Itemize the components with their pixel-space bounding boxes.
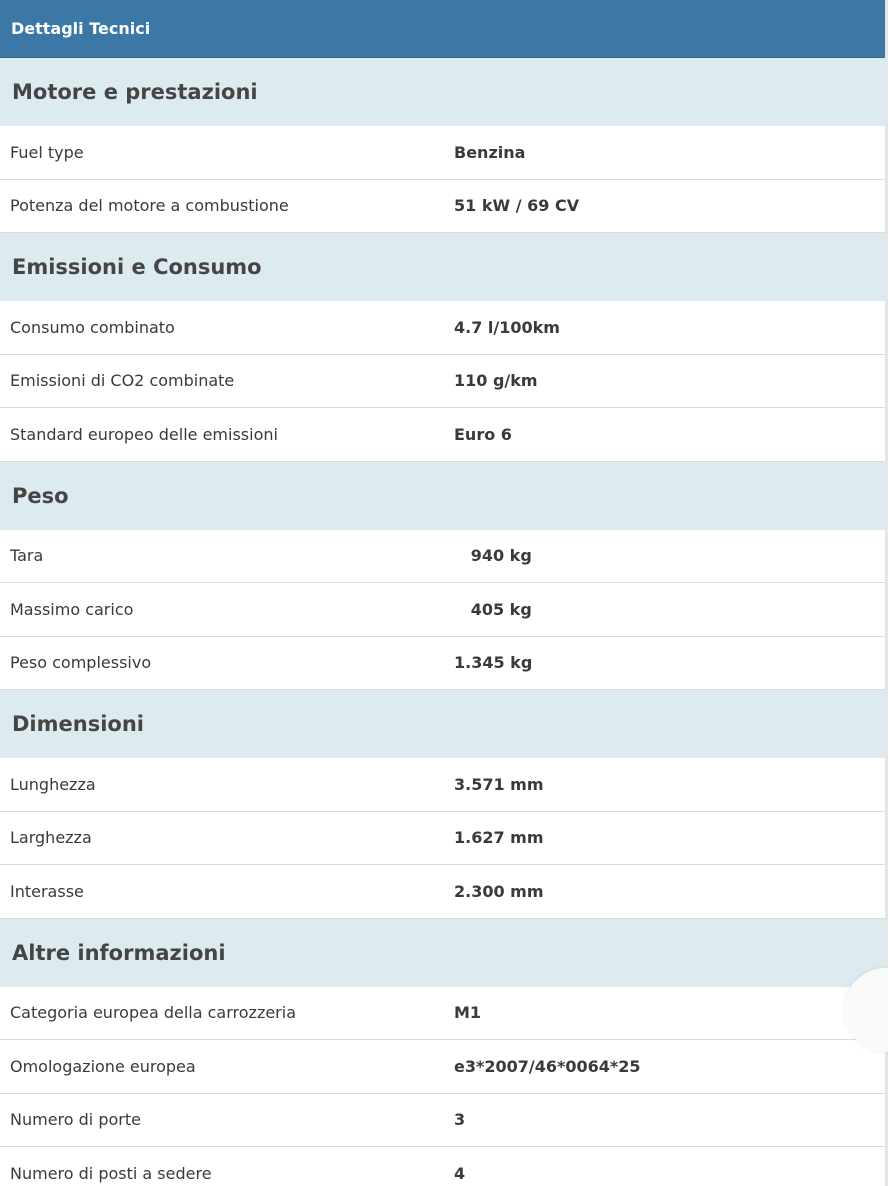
spec-row-co2 [0,355,888,409]
spec-row-consumo [0,301,888,355]
section-title-label: Emissioni e Consumo [12,255,262,279]
spec-label: Larghezza [10,828,92,848]
spec-label: Lunghezza [10,774,96,794]
section-title-dimensioni [0,690,888,758]
spec-label: Massimo carico [10,599,134,619]
spec-row-lunghezza [0,758,888,812]
spec-row-numero-porte [0,1094,888,1148]
spec-label: Interasse [10,881,84,901]
section-title-altre-informazioni [0,919,888,987]
spec-value: Euro 6 [454,424,512,444]
spec-value: 3.571 mm [454,774,544,794]
spec-label: Consumo combinato [10,317,175,337]
section-title-peso [0,462,888,530]
spec-label: Peso complessivo [10,653,152,673]
spec-label: Standard europeo delle emissioni [10,424,278,444]
spec-label: Numero di porte [10,1110,141,1130]
panel-title: Dettagli Tecnici [11,19,151,38]
section-title-label: Dimensioni [12,712,144,736]
spec-row-larghezza [0,812,888,866]
section-title-label: Peso [12,483,69,508]
spec-label: Fuel type [10,142,84,162]
spec-row-euro-standard [0,408,888,462]
panel-header [0,0,888,58]
spec-label: Numero di posti a sedere [10,1163,212,1183]
spec-value: 3 [454,1110,466,1130]
spec-value: 110 g/km [454,371,538,391]
spec-value: 940 kg [454,546,532,566]
spec-label: Tara [10,546,44,566]
section-title-label: Altre informazioni [12,940,226,965]
spec-row-interasse [0,865,888,919]
spec-row-peso-complessivo [0,637,888,691]
spec-value: 1.345 kg [454,653,533,673]
spec-row-tara [0,530,888,584]
spec-value: 1.627 mm [454,828,544,848]
spec-row-massimo-carico [0,583,888,637]
spec-value: M1 [454,1003,482,1023]
spec-row-posti-sedere [0,1147,888,1186]
section-title-motore [0,58,888,126]
spec-row-categoria [0,987,888,1041]
spec-label: Emissioni di CO2 combinate [10,371,235,391]
spec-label: Categoria europea della carrozzeria [10,1003,297,1023]
spec-value: 51 kW / 69 CV [454,196,580,216]
spec-row-potenza [0,180,888,234]
spec-value: 4 [454,1163,466,1183]
spec-value: 4.7 l/100km [454,317,560,337]
spec-value: Benzina [454,142,526,162]
spec-row-fuel-type [0,126,888,180]
spec-value: 405 kg [454,599,532,619]
spec-value: e3*2007/46*0064*25 [454,1056,641,1076]
spec-value: 2.300 mm [454,881,544,901]
spec-row-omologazione [0,1040,888,1094]
spec-label: Potenza del motore a combustione [10,196,289,216]
spec-label: Omologazione europea [10,1056,196,1076]
section-title-emissioni [0,233,888,301]
section-title-label: Motore e prestazioni [12,80,258,104]
